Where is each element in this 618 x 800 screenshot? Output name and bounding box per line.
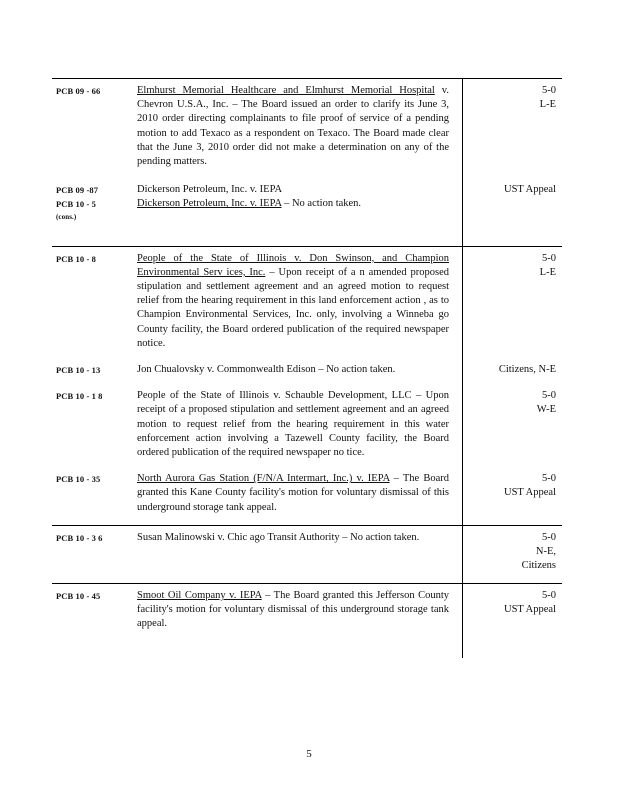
case-description bbox=[137, 252, 449, 351]
case-entry bbox=[52, 589, 562, 632]
docket-number: PCB 10 - 45 bbox=[56, 591, 101, 602]
vote: 5-0 N-E, Citizens bbox=[521, 531, 556, 572]
case-title: Dickerson Petroleum, Inc. v. IEPA bbox=[137, 184, 283, 196]
docket-number: PCB 09 - 66 bbox=[56, 86, 101, 96]
table-row bbox=[52, 78, 562, 246]
vote: 5-0 UST Appeal bbox=[503, 473, 556, 499]
case-text: Jon Chualovsky v. Commonwealth Edison – No action taken. bbox=[137, 364, 396, 376]
case-description bbox=[137, 389, 449, 460]
case-description bbox=[137, 363, 449, 377]
case-description bbox=[137, 183, 449, 211]
case-title: Smoot Oil Company v. IEPA bbox=[137, 590, 262, 602]
vote: 5-0 UST Appeal bbox=[503, 590, 556, 616]
case-title: Elmhurst Memorial Healthcare and Elmhurst Memorial Hospital bbox=[137, 85, 435, 96]
case-entry bbox=[52, 252, 562, 351]
case-title: People of the State of Illinois v. Don Swinson, and Champion Environmental Serv ices, Inc. bbox=[137, 252, 449, 278]
docket-number: PCB 09 -87 PCB 10 - 5 (cons.) bbox=[56, 185, 99, 222]
case-entry bbox=[52, 531, 562, 573]
docket-number: PCB 10 - 1 8 bbox=[56, 391, 103, 402]
case-title: North Aurora Gas Station (F/N/A Intermart, Inc.) v. IEPA bbox=[137, 473, 390, 485]
case-description bbox=[137, 472, 449, 515]
case-description bbox=[137, 531, 449, 545]
table-row bbox=[52, 583, 562, 658]
vote: Citizens, N-E bbox=[498, 364, 556, 376]
case-entry bbox=[52, 183, 562, 235]
case-text: – The Board granted this Jefferson County facility's motion for voluntary dismissal of this underground storage tank appeal. bbox=[137, 590, 450, 630]
vote: 5-0 W-E bbox=[536, 390, 556, 416]
docket-number: PCB 10 - 35 bbox=[56, 474, 101, 485]
case-text: – The Board granted this Kane County facility's motion for voluntary dismissal of this underground storage tank appeal. bbox=[137, 473, 449, 513]
docket-number: PCB 10 - 13 bbox=[56, 365, 101, 376]
case-text: Susan Malinowski v. Chic ago Transit Authority – No action taken. bbox=[137, 531, 420, 543]
case-entry bbox=[52, 363, 562, 377]
case-table bbox=[52, 78, 562, 658]
vote: 5-0 L-E bbox=[539, 252, 556, 278]
case-entry bbox=[52, 389, 562, 460]
case-description bbox=[137, 589, 449, 632]
docket-number: PCB 10 - 3 6 bbox=[56, 532, 103, 543]
vote: UST Appeal bbox=[503, 184, 556, 196]
case-text: – Upon receipt of a n amended proposed stipulation and settlement agreement and an agreed motion to request relief from the hearing requirement in this land enforcement action , as to Champion Environmental Services, Inc. only, involving a Winneba go County facility, the Board ordered publication of the required newspaper notice. bbox=[137, 266, 449, 349]
page-number: 5 bbox=[306, 748, 312, 760]
case-title-rest: v. Chevron U.S.A., Inc. bbox=[137, 85, 449, 111]
case-description bbox=[137, 84, 449, 169]
case-text: – The Board issued an order to clarify its June 3, 2010 order directing complainants to file proof of service of a pending motion to add Texaco as a respondent on Texaco. The Board made clear that the June 3, 2010 order did not make a determination on any of the pending matters. bbox=[137, 99, 450, 168]
docket-number: PCB 10 - 8 bbox=[56, 253, 96, 264]
case-text: – No action taken. bbox=[281, 198, 362, 210]
case-text: People of the State of Illinois v. Schauble Development, LLC – Upon receipt of a proposed stipulation and settlement agreement and an agreed motion to request relief from the hearing requirement in this water enforcement action involving a Tazewell County facility, the Board ordered publication of the required newspaper no tice. bbox=[137, 390, 449, 459]
table-row bbox=[52, 525, 562, 583]
vote: 5-0 L-E bbox=[539, 85, 556, 111]
case-entry bbox=[52, 472, 562, 515]
case-entry bbox=[52, 84, 562, 169]
table-row bbox=[52, 246, 562, 525]
case-title: Dickerson Petroleum, Inc. v. IEPA bbox=[137, 198, 282, 210]
